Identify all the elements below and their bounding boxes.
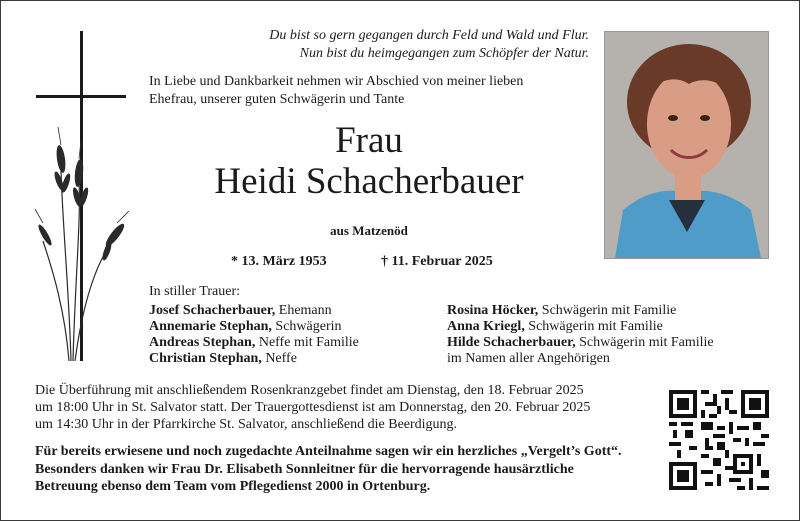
deceased-name: Heidi Schacherbauer xyxy=(214,161,524,202)
mourner-name: Anna Kriegl, xyxy=(447,319,525,334)
funeral-line: um 14:30 Uhr in der Pfarrkirche St. Salvator, anschließend die Beerdigung. xyxy=(35,417,458,432)
mourners-label: In stiller Trauer: xyxy=(149,284,240,299)
funeral-line: Die Überführung mit anschließendem Rosenkranzgebet findet am Dienstag, den 18. Februar 2025 xyxy=(35,383,584,398)
mourner-row xyxy=(447,351,747,367)
mourner-name: Andreas Stephan, xyxy=(149,335,256,350)
place-of-origin: aus Matzenöd xyxy=(330,223,408,238)
mourner-name: Annemarie Stephan, xyxy=(149,319,272,334)
mourner-name: Josef Schacherbauer, xyxy=(149,303,276,318)
poem xyxy=(269,27,589,63)
mourner-name: Hilde Schacherbauer, xyxy=(447,335,576,350)
thanks-text xyxy=(35,443,675,496)
mourner-name: Christian Stephan, xyxy=(149,351,262,366)
mourner-row xyxy=(447,335,747,351)
thanks-line: Besonders danken wir Frau Dr. Elisabeth Sonnleitner für die hervorragende hausärztliche xyxy=(35,461,574,477)
death-date: † 11. Februar 2025 xyxy=(381,254,493,269)
face xyxy=(647,70,731,178)
mourners-left-column xyxy=(149,303,439,367)
poem-line: Nun bist du heimgegangen zum Schöpfer der Natur. xyxy=(299,46,589,61)
mourner-relation: Neffe mit Familie xyxy=(255,335,359,350)
portrait-photo xyxy=(604,31,769,259)
mourner-relation: Ehemann xyxy=(275,303,332,318)
birth-date: * 13. März 1953 xyxy=(231,254,327,269)
mourner-row xyxy=(149,303,439,319)
intro-line: Ehefrau, unserer guten Schwägerin und Tante xyxy=(149,92,405,107)
mourners-right-column xyxy=(447,303,747,367)
mourner-relation: Schwägerin mit Familie xyxy=(524,319,663,334)
mourner-name: Rosina Höcker, xyxy=(447,303,539,318)
intro-text xyxy=(149,73,589,109)
intro-line: In Liebe und Dankbarkeit nehmen wir Abschied von meiner lieben xyxy=(149,74,524,89)
qr-code-icon[interactable] xyxy=(669,390,769,490)
funeral-details xyxy=(35,382,665,433)
thanks-line: Für bereits erwiesene und noch zugedachte Anteilnahme sagen wir ein herzliches „Vergelt’s Gott“. xyxy=(35,444,622,459)
mourner-row xyxy=(447,319,747,335)
thanks-line: Betreuung ebenso dem Team vom Pflegedienst 2000 in Ortenburg. xyxy=(35,479,431,494)
mourner-relation: Schwägerin xyxy=(271,319,342,334)
portrait-illustration xyxy=(605,32,768,258)
mourner-relation: Schwägerin mit Familie xyxy=(538,303,677,318)
mourner-relation: im Namen aller Angehörigen xyxy=(447,351,610,366)
poem-line: Du bist so gern gegangen durch Feld und Wald und Flur. xyxy=(269,28,589,43)
funeral-line: um 18:00 Uhr in St. Salvator statt. Der Trauergottesdienst ist am Donnerstag, den 20. Februar 2025 xyxy=(35,400,591,415)
mourner-row xyxy=(149,335,439,351)
mourner-relation: Neffe xyxy=(261,351,297,366)
mourner-row xyxy=(149,319,439,335)
salutation: Frau xyxy=(335,120,403,161)
cross-wheat-icon xyxy=(31,31,141,361)
mourner-relation: Schwägerin mit Familie xyxy=(575,335,714,350)
mourner-row xyxy=(149,351,439,367)
mourner-row xyxy=(447,303,747,319)
